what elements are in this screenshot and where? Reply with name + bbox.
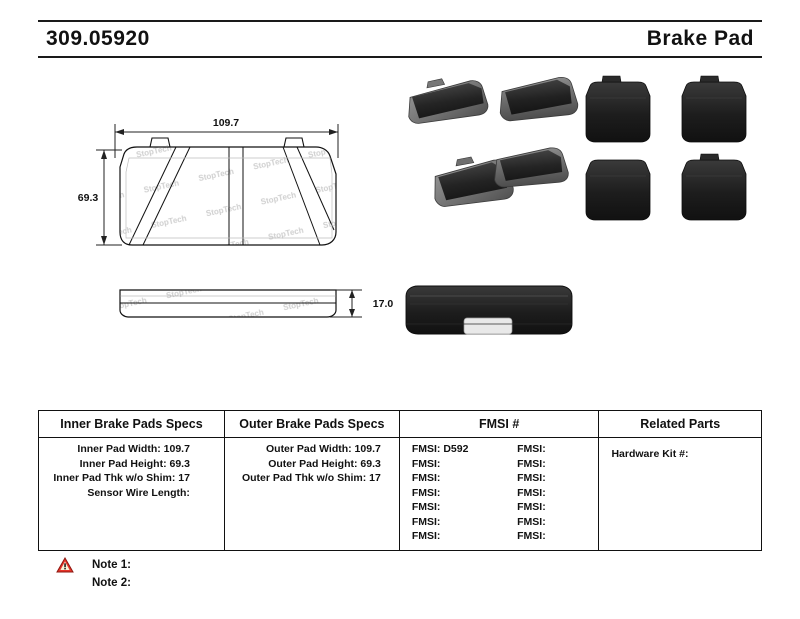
svg-text:17.0: 17.0 bbox=[372, 298, 394, 310]
note-2-label: Note 2: bbox=[92, 577, 131, 589]
pad-photo-flat-group bbox=[586, 76, 746, 220]
document-header bbox=[38, 20, 762, 58]
pad-photo-angled-group bbox=[404, 73, 579, 208]
column-header-related-parts: Related Parts bbox=[599, 411, 762, 438]
list-item: Outer Pad Width: 109.7 bbox=[265, 443, 381, 455]
list-item: FMSI: bbox=[517, 530, 546, 542]
list-item: Outer Pad Height: 69.3 bbox=[268, 457, 381, 470]
list-item: FMSI: bbox=[517, 515, 546, 528]
list-item: FMSI: bbox=[517, 472, 546, 484]
column-header-fmsi: FMSI # bbox=[399, 411, 599, 438]
column-header-outer-specs: Outer Brake Pads Specs bbox=[224, 411, 399, 438]
specs-table bbox=[38, 410, 762, 551]
table-row bbox=[39, 438, 762, 551]
list-item: Hardware Kit #: bbox=[611, 448, 689, 460]
list-item: Sensor Wire Length: bbox=[87, 486, 190, 499]
part-number: 309.05920 bbox=[46, 27, 150, 50]
list-item: FMSI: bbox=[411, 530, 441, 542]
column-header-inner-specs: Inner Brake Pads Specs bbox=[39, 411, 225, 438]
list-item: FMSI: bbox=[411, 501, 441, 513]
list-item: FMSI: bbox=[517, 443, 546, 455]
list-item: Inner Pad Height: 69.3 bbox=[79, 457, 190, 470]
cell-inner-specs bbox=[39, 438, 225, 551]
svg-text:109.7: 109.7 bbox=[212, 117, 240, 129]
front-view-outline bbox=[78, 117, 338, 245]
list-item: FMSI: bbox=[517, 486, 546, 499]
cell-related-parts bbox=[599, 438, 762, 551]
note-row-2 bbox=[52, 574, 352, 592]
list-item: FMSI: D592 bbox=[411, 443, 469, 455]
fmsi-list bbox=[400, 438, 599, 550]
table-header-row bbox=[39, 411, 762, 438]
list-item: FMSI: bbox=[517, 501, 546, 513]
product-drawing bbox=[0, 62, 800, 392]
cell-outer-specs bbox=[224, 438, 399, 551]
inner-specs-list bbox=[39, 438, 224, 506]
list-item: FMSI: bbox=[517, 457, 546, 470]
list-item: FMSI: bbox=[411, 472, 441, 484]
list-item: FMSI: bbox=[411, 515, 441, 528]
list-item: Outer Pad Thk w/o Shim: 17 bbox=[241, 472, 381, 484]
note-1-label: Note 1: bbox=[92, 559, 131, 571]
related-parts-list bbox=[599, 438, 761, 468]
notes-section bbox=[52, 556, 352, 592]
note-row-1 bbox=[52, 556, 352, 574]
pad-photo-edge-view bbox=[406, 286, 572, 334]
side-view-outline bbox=[120, 290, 393, 317]
list-item: Inner Pad Thk w/o Shim: 17 bbox=[53, 472, 190, 484]
list-item: Inner Pad Width: 109.7 bbox=[77, 443, 190, 455]
cell-fmsi bbox=[399, 438, 599, 551]
page-title: Brake Pad bbox=[646, 27, 754, 50]
svg-text:69.3: 69.3 bbox=[77, 192, 99, 204]
list-item: FMSI: bbox=[411, 486, 441, 499]
outer-specs-list bbox=[225, 438, 399, 492]
list-item: FMSI: bbox=[411, 457, 441, 470]
